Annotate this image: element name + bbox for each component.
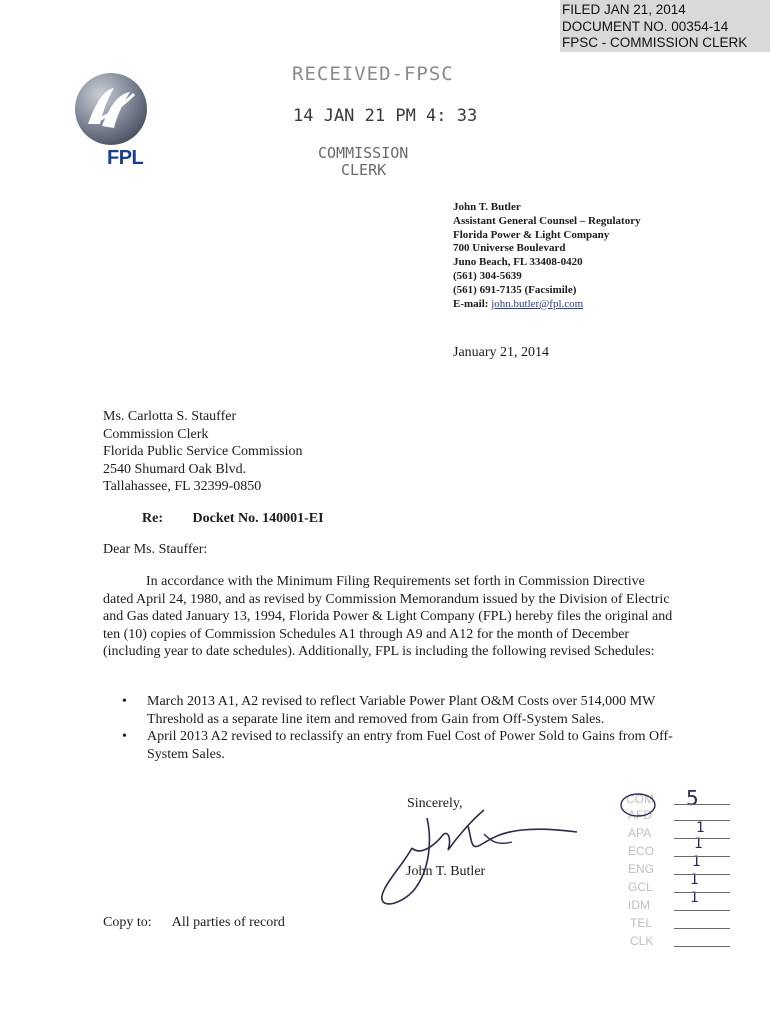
email-label: E-mail: (453, 297, 489, 310)
logo-wordmark: FPL (107, 147, 144, 169)
routing-label: ECO (628, 844, 655, 858)
sender-company: Florida Power & Light Company (453, 228, 610, 241)
routing-mark: 1 (690, 890, 699, 906)
routing-label: AFD (628, 808, 652, 822)
list-item (122, 693, 682, 728)
routing-mark: 1 (690, 872, 699, 888)
routing-label: COM (626, 792, 654, 806)
routing-label: IDM (628, 898, 650, 912)
sender-street: 700 Universe Boulevard (453, 242, 566, 255)
routing-line (674, 892, 730, 893)
received-stamp-date: 14 JAN 21 PM 4: 33 (293, 106, 478, 126)
handwritten-signature (372, 800, 582, 915)
recipient-street: 2540 Shumard Oak Blvd. (103, 461, 247, 477)
body-paragraph: In accordance with the Minimum Filing Requirements set forth in Commission Directive dated April 24, 1980, and as revised by Commission Memorandum issued by the Division of Electric and Gas dated January 13, 1994, Florida Power & Light Company (FPL) hereby files the original and ten (10) copies of Commission Schedules A1 through A9 and A12 for the month of December (including year to date schedules). Additionally, FPL is including the following revised Schedules: (103, 574, 673, 660)
closing: Sincerely, (407, 796, 463, 811)
routing-label: TEL (630, 916, 653, 930)
letter-date: January 21, 2014 (453, 345, 550, 360)
sender-block (453, 201, 641, 311)
routing-line (674, 804, 730, 805)
recipient-block (103, 408, 303, 496)
sender-phone: (561) 304-5639 (453, 269, 522, 282)
copy-label: Copy to: (103, 915, 152, 930)
sender-city: Juno Beach, FL 33408-0420 (453, 256, 583, 269)
routing-stamp (618, 786, 738, 960)
routing-line (674, 856, 730, 857)
routing-line (674, 838, 730, 839)
routing-label: ENG (628, 862, 655, 876)
routing-line (674, 820, 730, 821)
subject-line (142, 511, 324, 527)
routing-label: GCL (628, 880, 653, 894)
list-item (122, 728, 682, 763)
salutation: Dear Ms. Stauffer: (103, 542, 208, 557)
fpl-swirl-logo-icon (74, 72, 148, 146)
routing-mark: 1 (696, 820, 705, 836)
received-stamp-title: RECEIVED-FPSC (292, 63, 454, 85)
routing-line (674, 928, 730, 929)
routing-mark: 1 (694, 836, 703, 852)
recipient-name: Ms. Carlotta S. Stauffer (103, 409, 237, 424)
sender-name: John T. Butler (453, 201, 521, 213)
received-stamp-line: COMMISSION (318, 144, 409, 162)
filing-stamp-line: FPSC - COMMISSION CLERK (562, 35, 748, 50)
circle-mark-icon (618, 790, 658, 820)
list-item-text: March 2013 A1, A2 revised to reflect Variable Power Plant O&M Costs over 514,000 MW Threshold as a separate line item and removed from Gain from Off-System Sales. (147, 694, 656, 727)
routing-label: CLK (630, 934, 654, 948)
company-logo (74, 72, 148, 169)
revisions-list (122, 693, 682, 763)
routing-line (674, 874, 730, 875)
copy-text: All parties of record (171, 915, 285, 930)
routing-label: APA (628, 826, 652, 840)
recipient-city: Tallahassee, FL 32399-0850 (103, 479, 262, 494)
routing-line (674, 946, 730, 947)
routing-line (674, 910, 730, 911)
bullet-icon: • (122, 694, 127, 709)
copy-line (103, 915, 285, 931)
sender-fax: (561) 691-7135 (Facsimile) (453, 283, 577, 296)
subject-label: Re: (142, 511, 163, 526)
routing-mark: 5 (686, 786, 699, 810)
routing-mark: 1 (692, 854, 701, 870)
list-item-text: April 2013 A2 revised to reclassify an entry from Fuel Cost of Power Sold to Gains from Off-System Sales. (147, 729, 673, 762)
subject-text: Docket No. 140001-EI (192, 511, 324, 526)
received-stamp-line: CLERK (341, 161, 387, 179)
filing-stamp-line: FILED JAN 21, 2014 (562, 2, 686, 17)
bullet-icon: • (122, 729, 127, 745)
filing-stamp (560, 0, 770, 52)
signer-name: John T. Butler (406, 864, 486, 879)
email-link[interactable]: john.butler@fpl.com (491, 297, 584, 310)
sender-title: Assistant General Counsel – Regulatory (453, 214, 641, 227)
recipient-org: Florida Public Service Commission (103, 444, 303, 459)
filing-stamp-line: DOCUMENT NO. 00354-14 (562, 18, 729, 34)
recipient-title: Commission Clerk (103, 426, 209, 442)
sender-email-row (453, 298, 641, 312)
